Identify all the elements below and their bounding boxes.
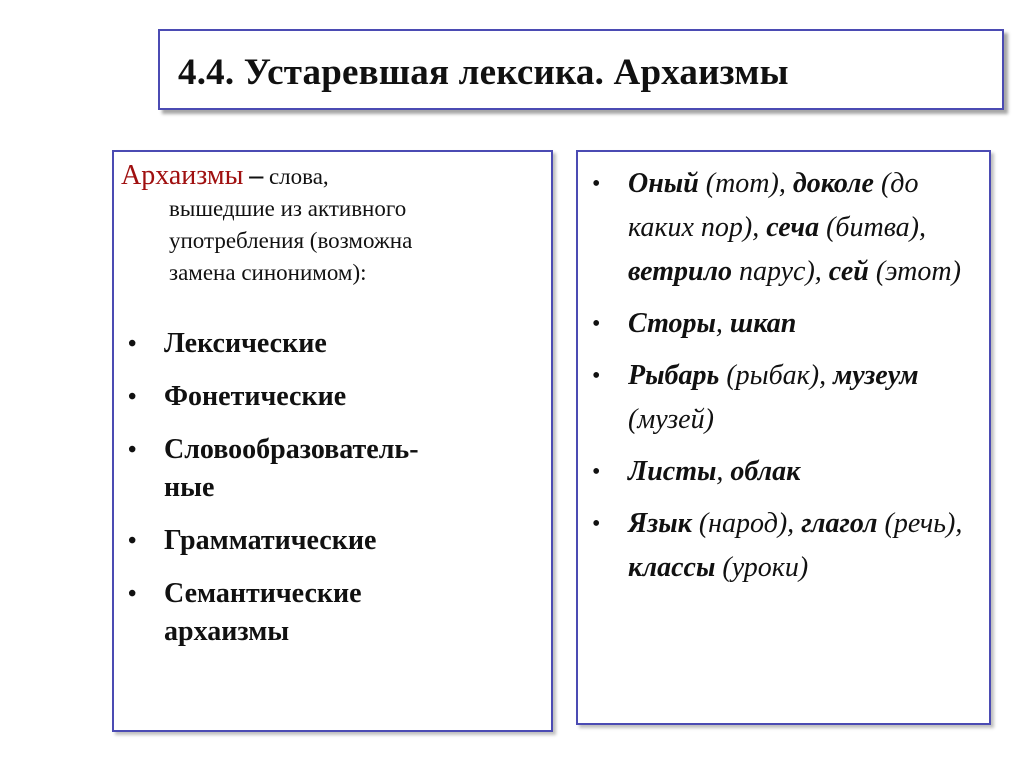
modern-equivalent: (этот)	[868, 256, 961, 287]
modern-equivalent: (тот),	[698, 168, 793, 199]
term-archaisms: Архаизмы	[121, 160, 244, 191]
archaic-word: Листы	[628, 456, 717, 487]
modern-equivalent: (уроки)	[715, 552, 809, 583]
archaism-type-label: Лексические	[164, 328, 327, 359]
definition-box	[112, 150, 553, 732]
archaism-example-item	[578, 354, 988, 442]
archaic-word: Рыбарь	[628, 360, 720, 391]
modern-equivalent: (до каких пор),	[628, 168, 919, 243]
definition-line-4: замена синонимом):	[169, 260, 367, 285]
archaism-type-label: ные	[164, 472, 215, 503]
archaism-example-item	[578, 502, 988, 590]
archaism-type-label: Фонетические	[164, 381, 347, 412]
archaic-word: Язык	[628, 508, 692, 539]
modern-equivalent: ,	[716, 456, 731, 487]
bullet-icon: •	[128, 384, 137, 410]
examples-box	[576, 150, 991, 725]
bullet-icon: •	[592, 363, 601, 389]
archaic-word: глагол	[801, 508, 878, 539]
bullet-icon: •	[128, 331, 137, 357]
archaic-word: классы	[628, 552, 716, 583]
title-box	[158, 29, 1004, 110]
bullet-icon: •	[592, 171, 601, 197]
archaism-example-item	[578, 302, 988, 346]
archaic-word: сеча	[766, 212, 820, 243]
modern-equivalent: ,	[715, 308, 730, 339]
archaic-word: сей	[828, 256, 869, 287]
archaic-word: шкап	[729, 308, 797, 339]
definition-line-1	[121, 160, 541, 193]
definition-line-text: слова,	[263, 164, 329, 189]
bullet-icon: •	[128, 581, 137, 607]
bullet-icon: •	[592, 311, 601, 337]
term-dash: –	[249, 160, 264, 191]
archaism-type-item	[114, 575, 544, 651]
modern-equivalent: (битва),	[819, 212, 926, 243]
archaism-type-item	[114, 522, 544, 560]
archaic-word: доколе	[792, 168, 874, 199]
archaic-word: ветрило	[628, 256, 732, 287]
archaism-type-item	[114, 378, 544, 416]
bullet-icon: •	[128, 437, 137, 463]
definition-text	[121, 160, 541, 289]
modern-equivalent: (рыбак),	[719, 360, 834, 391]
modern-equivalent: (речь),	[877, 508, 963, 539]
modern-equivalent: (музей)	[628, 404, 714, 435]
archaism-type-label: Грамматические	[164, 525, 377, 556]
bullet-icon: •	[592, 511, 601, 537]
archaic-word: Сторы	[628, 308, 716, 339]
archaism-type-item	[114, 431, 544, 507]
modern-equivalent: (народ),	[691, 508, 802, 539]
definition-line-2: вышедшие из активного	[169, 196, 407, 221]
archaism-type-label: Словообразователь-	[164, 434, 419, 465]
archaic-word: музеум	[833, 360, 919, 391]
archaic-word: Оный	[628, 168, 699, 199]
archaic-word: облак	[730, 456, 801, 487]
definition-line-3: употребления (возможна	[169, 228, 413, 253]
archaism-examples-list	[578, 162, 988, 598]
archaism-example-item	[578, 162, 988, 294]
archaism-example-item	[578, 450, 988, 494]
archaism-type-label: Семантические	[164, 578, 362, 609]
modern-equivalent: парус),	[731, 256, 829, 287]
bullet-icon: •	[592, 459, 601, 485]
archaism-type-item	[114, 325, 544, 363]
slide-title: 4.4. Устаревшая лексика. Архаизмы	[178, 52, 789, 93]
archaism-type-label: архаизмы	[164, 616, 290, 647]
archaism-types-list	[114, 325, 544, 666]
bullet-icon: •	[128, 528, 137, 554]
